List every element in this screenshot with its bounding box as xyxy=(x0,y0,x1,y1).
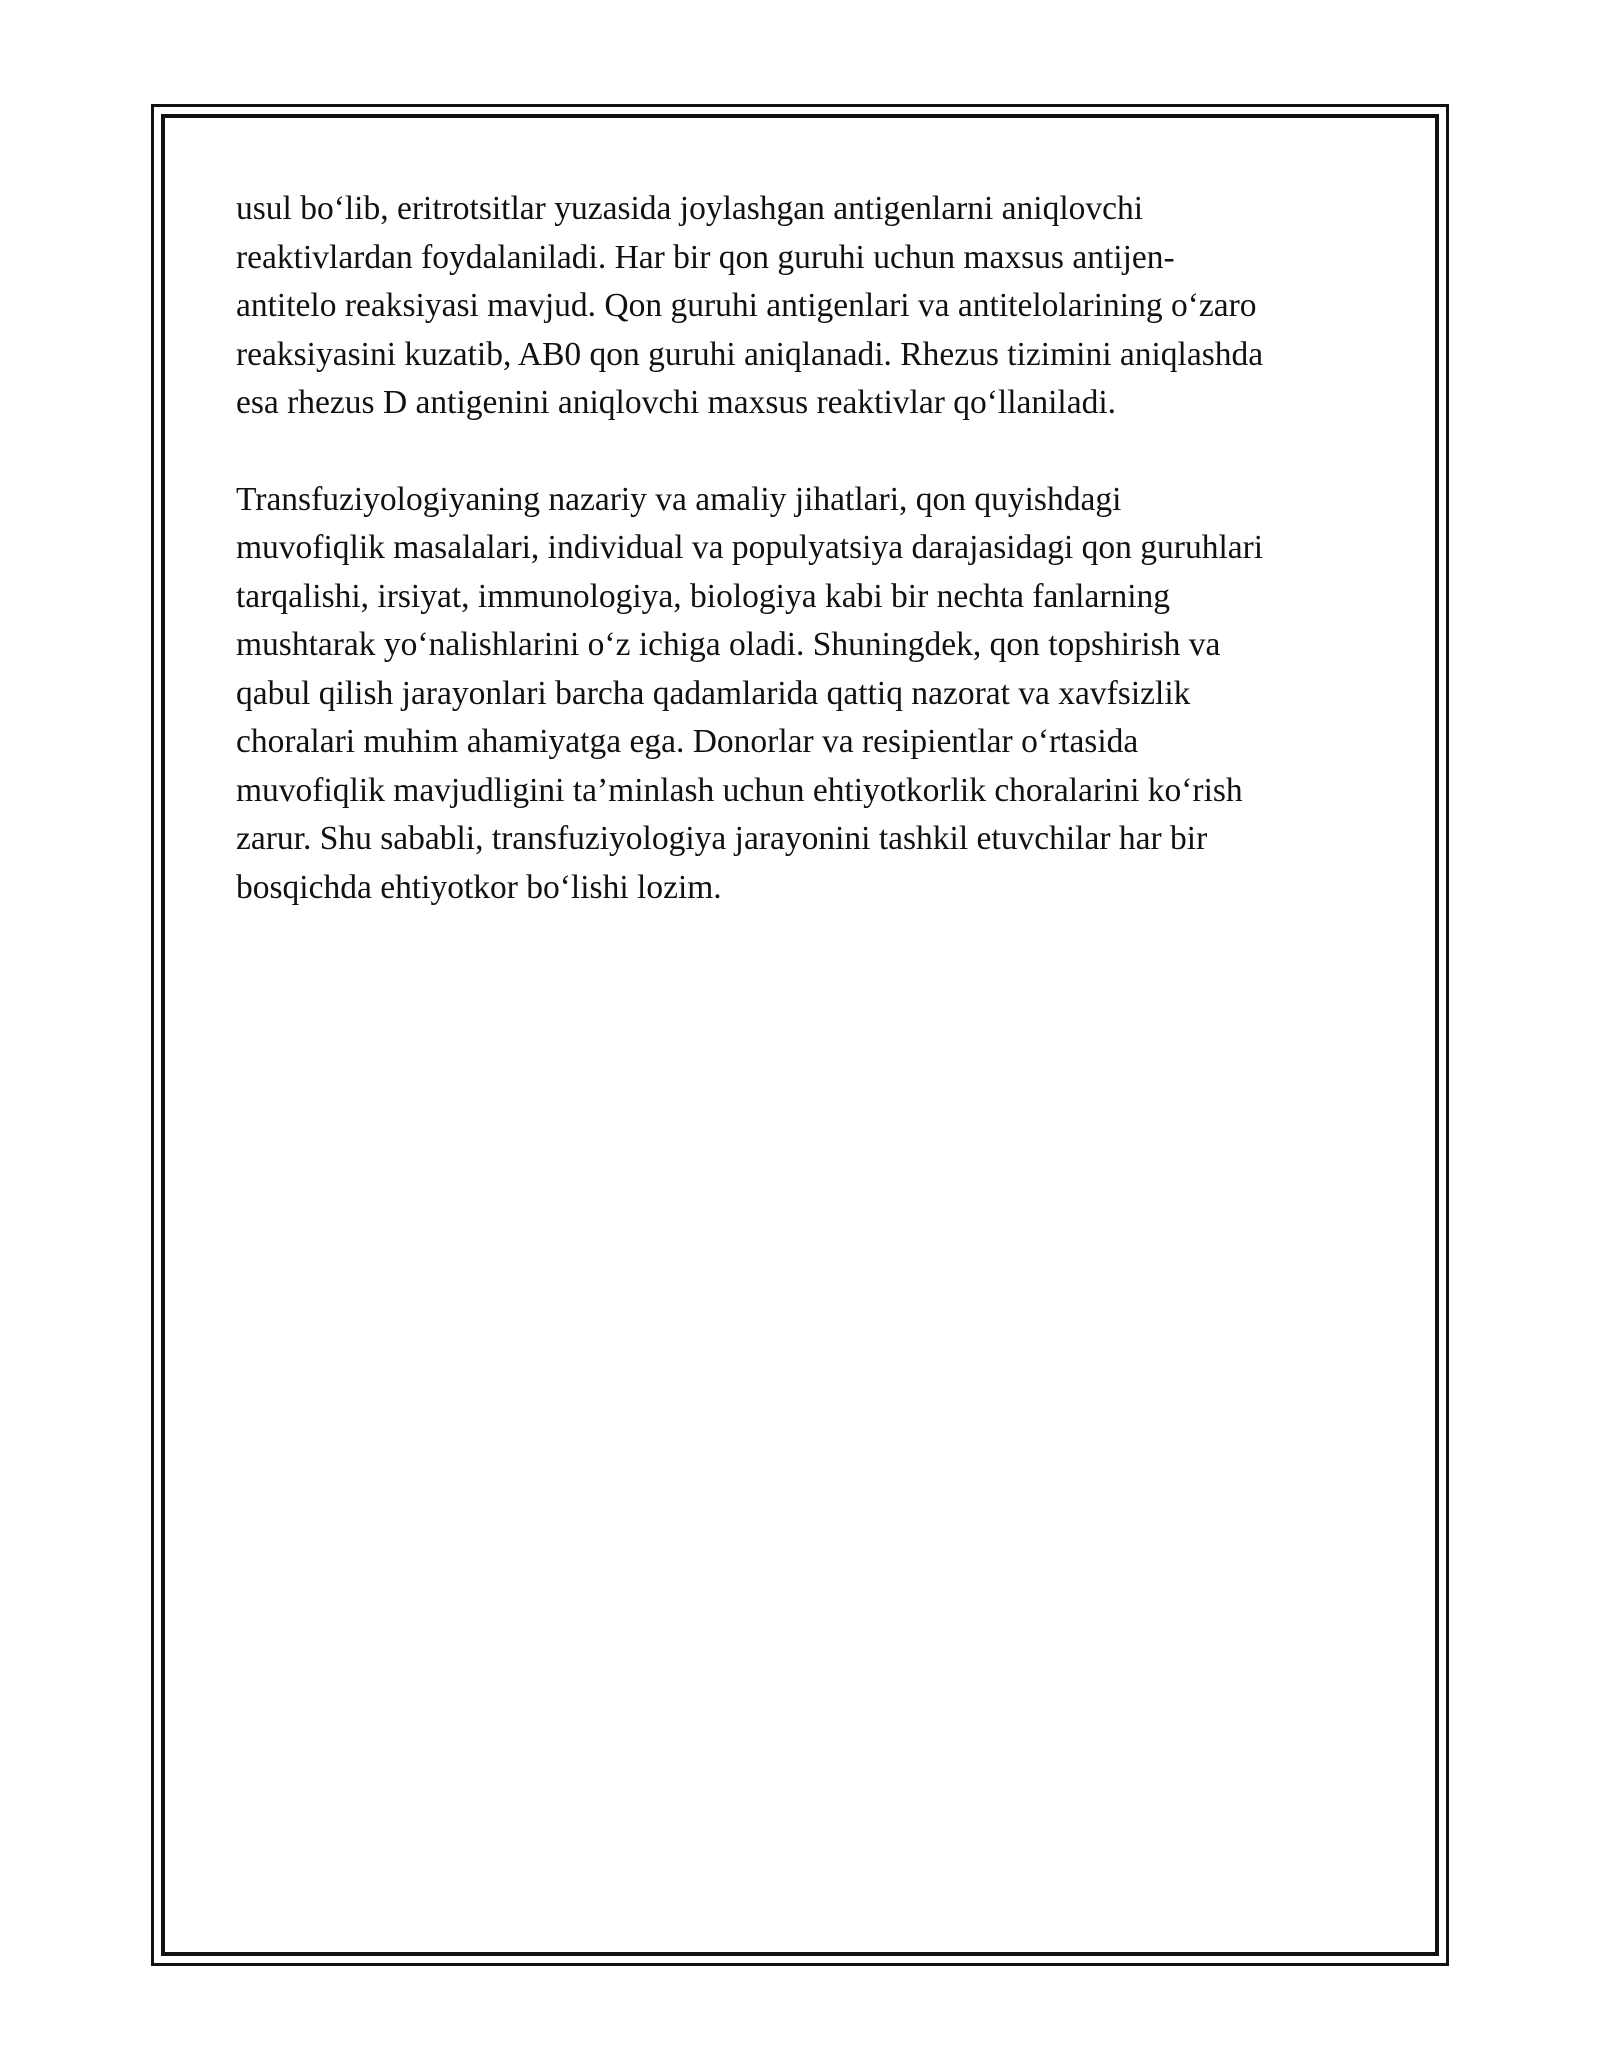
paragraph-line: esa rhezus D antigenini aniqlovchi maxsus reaktivlar qo‘llaniladi. xyxy=(236,384,1117,421)
document-body xyxy=(236,185,1376,912)
paragraph-line: muvofiqlik mavjudligini ta’minlash uchun ehtiyotkorlik choralarini ko‘rish xyxy=(236,771,1243,809)
paragraph-line: reaksiyasini kuzatib, AB0 qon guruhi aniqlanadi. Rhezus tizimini aniqlashda xyxy=(236,335,1264,373)
paragraph-line: bosqichda ehtiyotkor bo‘lishi lozim. xyxy=(236,868,722,906)
paragraph-line: choralari muhim ahamiyatga ega. Donorlar va resipientlar o‘rtasida xyxy=(236,723,1139,760)
paragraph-line: reaktivlardan foydalaniladi. Har bir qon guruhi uchun maxsus antijen- xyxy=(236,238,1175,276)
paragraph-line: mushtarak yo‘nalishlarini o‘z ichiga oladi. Shuningdek, qon topshirish va xyxy=(236,626,1221,663)
paragraph-line: usul bo‘lib, eritrotsitlar yuzasida joylashgan antigenlarni aniqlovchi xyxy=(236,190,1144,227)
paragraph-line: muvofiqlik masalalari, individual va populyatsiya darajasidagi qon guruhlari xyxy=(236,529,1264,566)
paragraph-1 xyxy=(236,185,1376,428)
paragraph-2 xyxy=(236,476,1376,913)
paragraph-line: zarur. Shu sababli, transfuziyologiya jarayonini tashkil etuvchilar har bir xyxy=(236,820,1208,857)
paragraph-line: qabul qilish jarayonlari barcha qadamlarida qattiq nazorat va xavfsizlik xyxy=(236,674,1191,712)
paragraph-line: Transfuziyologiyaning nazariy va amaliy jihatlari, qon quyishdagi xyxy=(236,480,1122,518)
paragraph-line: antitelo reaksiyasi mavjud. Qon guruhi antigenlari va antitelolarining o‘zaro xyxy=(236,287,1257,324)
paragraph-line: tarqalishi, irsiyat, immunologiya, biologiya kabi bir nechta fanlarning xyxy=(236,577,1171,615)
